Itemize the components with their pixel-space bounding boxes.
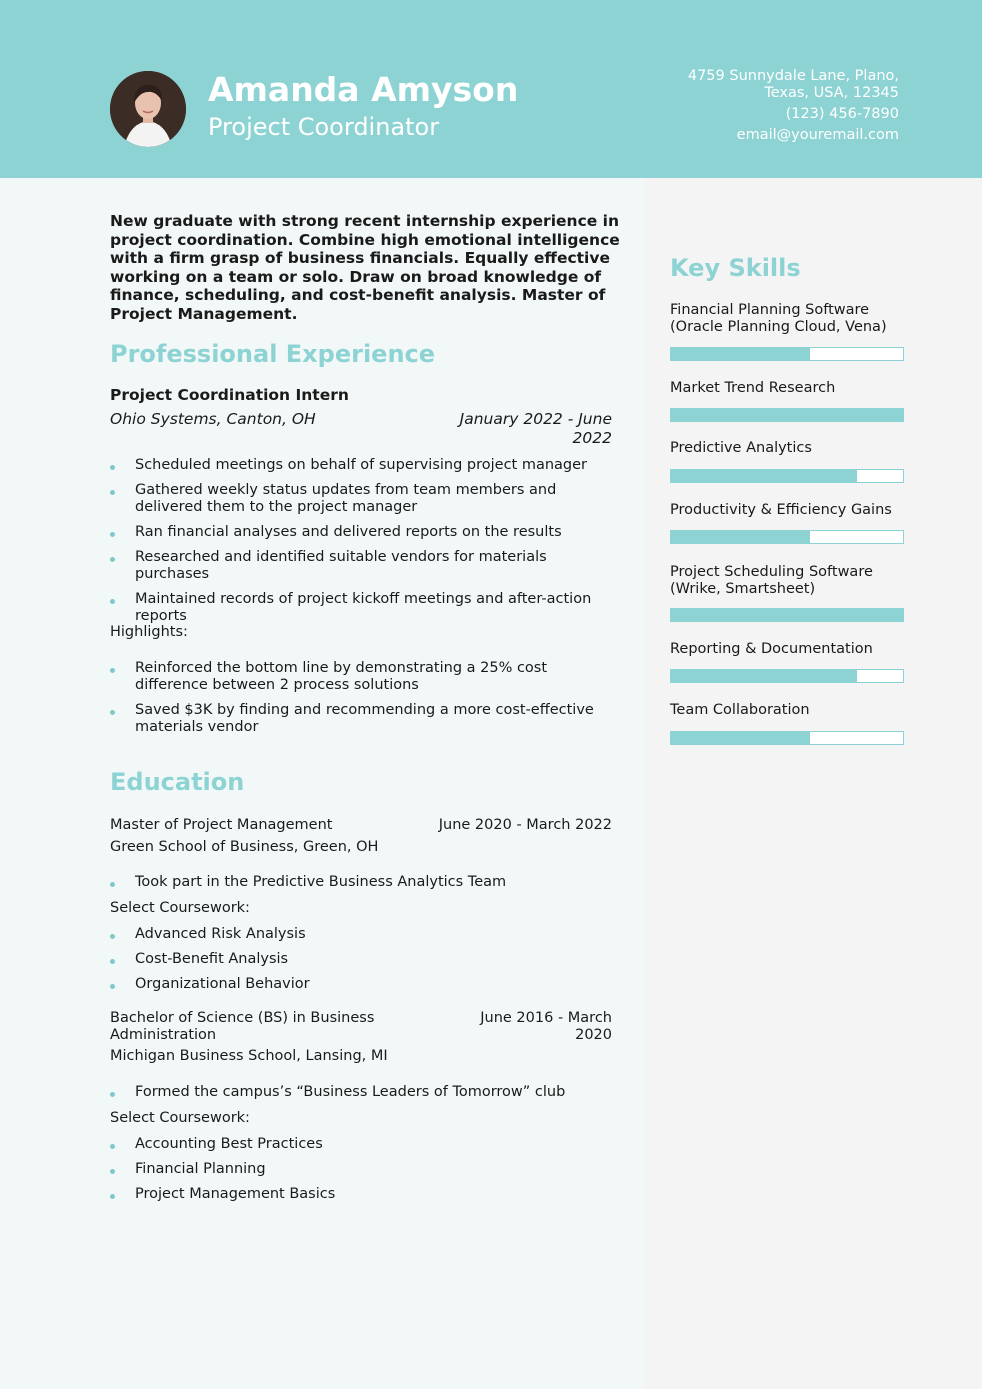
list-item [110,1161,620,1178]
list-item [110,976,620,993]
candidate-job-title: Project Coordinator [208,113,440,141]
skill-bar-fill [671,531,810,543]
bullet-text: Ran financial analyses and delivered reports on the results [135,524,562,540]
bullet-icon [110,984,115,989]
bullet-icon [110,465,115,470]
degree-1-coursework-label: Select Coursework: [110,900,250,916]
degree-2-school: Michigan Business School, Lansing, MI [110,1048,388,1064]
bullet-icon [110,668,115,673]
bullet-icon [110,959,115,964]
job-company: Ohio Systems, Canton, OH [110,410,316,428]
list-item [110,660,620,694]
list-item [110,951,620,968]
degree-1-bullets [110,874,620,899]
skill-bar [670,608,904,622]
bullet-icon [110,599,115,604]
phone: (123) 456-7890 [785,106,899,122]
degree-2-dates-line-1: June 2016 - March [480,1010,612,1026]
bullet-text: Reinforced the bottom line by demonstrating a 25% cost difference between 2 process solutions [135,660,548,693]
highlights-label: Highlights: [110,624,188,640]
bullet-text: Scheduled meetings on behalf of supervising project manager [135,457,588,473]
degree-2-bullets [110,1084,620,1109]
job-dates-line-1: January 2022 - June [459,410,612,428]
list-item [110,591,620,625]
bullet-icon [110,1169,115,1174]
skill-label: Market Trend Research [670,380,836,396]
degree-1-coursework [110,926,620,1001]
list-item [110,482,620,516]
skills-heading: Key Skills [670,254,801,282]
degree-1-dates: June 2020 - March 2022 [438,817,612,833]
degree-2-coursework-label: Select Coursework: [110,1110,250,1126]
experience-bullets [110,457,620,633]
bullet-text: Cost-Benefit Analysis [135,951,289,967]
bullet-icon [110,710,115,715]
list-item [110,926,620,943]
degree-2-dates [422,1010,612,1044]
education-heading: Education [110,768,245,796]
skill-bar-fill [671,732,810,744]
job-dates [442,410,612,447]
bullet-icon [110,1092,115,1097]
experience-heading: Professional Experience [110,340,436,368]
skill-bar [670,669,904,683]
address-line-1: 4759 Sunnydale Lane, Plano, [687,68,899,84]
bullet-icon [110,1144,115,1149]
bullet-icon [110,557,115,562]
skill-bar-fill [671,409,903,421]
bullet-text: Researched and identified suitable vendors for materials purchases [135,549,547,582]
list-item [110,1136,620,1153]
bullet-text: Formed the campus’s “Business Leaders of Tomorrow” club [135,1084,566,1100]
bullet-icon [110,882,115,887]
skill-bar-fill [671,609,903,621]
skill-bar-fill [671,470,857,482]
skill-bar [670,347,904,361]
degree-2-dates-line-2: 2020 [575,1027,612,1043]
degree-2-title: Bachelor of Science (BS) in Business Administration [110,1010,375,1043]
bullet-text: Organizational Behavior [135,976,310,992]
degree-1-title: Master of Project Management [110,817,333,833]
job-role: Project Coordination Intern [110,386,349,404]
skill-label: Predictive Analytics [670,440,812,456]
profile-photo [110,71,186,147]
skill-label: Productivity & Efficiency Gains [670,502,892,518]
contact-info [679,68,899,148]
skill-label: Project Scheduling Software (Wrike, Smartsheet) [670,564,873,597]
skill-bar-fill [671,348,810,360]
resume-header [0,0,982,178]
skill-bar [670,530,904,544]
skill-label: Financial Planning Software (Oracle Planning Cloud, Vena) [670,302,887,335]
address-line-2: Texas, USA, 12345 [764,85,899,101]
bullet-text: Gathered weekly status updates from team members and delivered them to the project manager [135,482,557,515]
bullet-icon [110,1194,115,1199]
bullet-text: Accounting Best Practices [135,1136,323,1152]
candidate-name: Amanda Amyson [208,70,519,109]
list-item [110,702,620,736]
list-item [110,549,620,583]
highlights-bullets [110,660,620,744]
bullet-text: Saved $3K by finding and recommending a more cost-effective materials vendor [135,702,594,735]
skill-bar-fill [671,670,857,682]
email-link[interactable]: email@youremail.com [736,127,899,143]
bullet-text: Financial Planning [135,1161,266,1177]
degree-2-coursework [110,1136,620,1211]
address [679,68,899,102]
list-item [110,524,620,541]
skill-label: Team Collaboration [670,702,810,718]
list-item [110,1186,620,1203]
bullet-text: Took part in the Predictive Business Analytics Team [135,874,507,890]
list-item [110,874,620,891]
bullet-text: Maintained records of project kickoff meetings and after-action reports [135,591,592,624]
bullet-icon [110,934,115,939]
list-item [110,1084,620,1101]
degree-1-school: Green School of Business, Green, OH [110,839,379,855]
list-item [110,457,620,474]
skill-bar [670,469,904,483]
summary: New graduate with strong recent internship experience in project coordination. Combine high emotional intelligence with a firm grasp of business financials. Equally effective working on a team or solo. Draw on broad knowledge of finance, scheduling, and cost-benefit analysis. Master of Project Management. [110,212,620,323]
job-dates-line-2: 2022 [572,428,612,447]
bullet-text: Advanced Risk Analysis [135,926,306,942]
skill-label: Reporting & Documentation [670,641,873,657]
bullet-icon [110,490,115,495]
bullet-text: Project Management Basics [135,1186,336,1202]
skill-bar [670,408,904,422]
bullet-icon [110,532,115,537]
skill-bar [670,731,904,745]
